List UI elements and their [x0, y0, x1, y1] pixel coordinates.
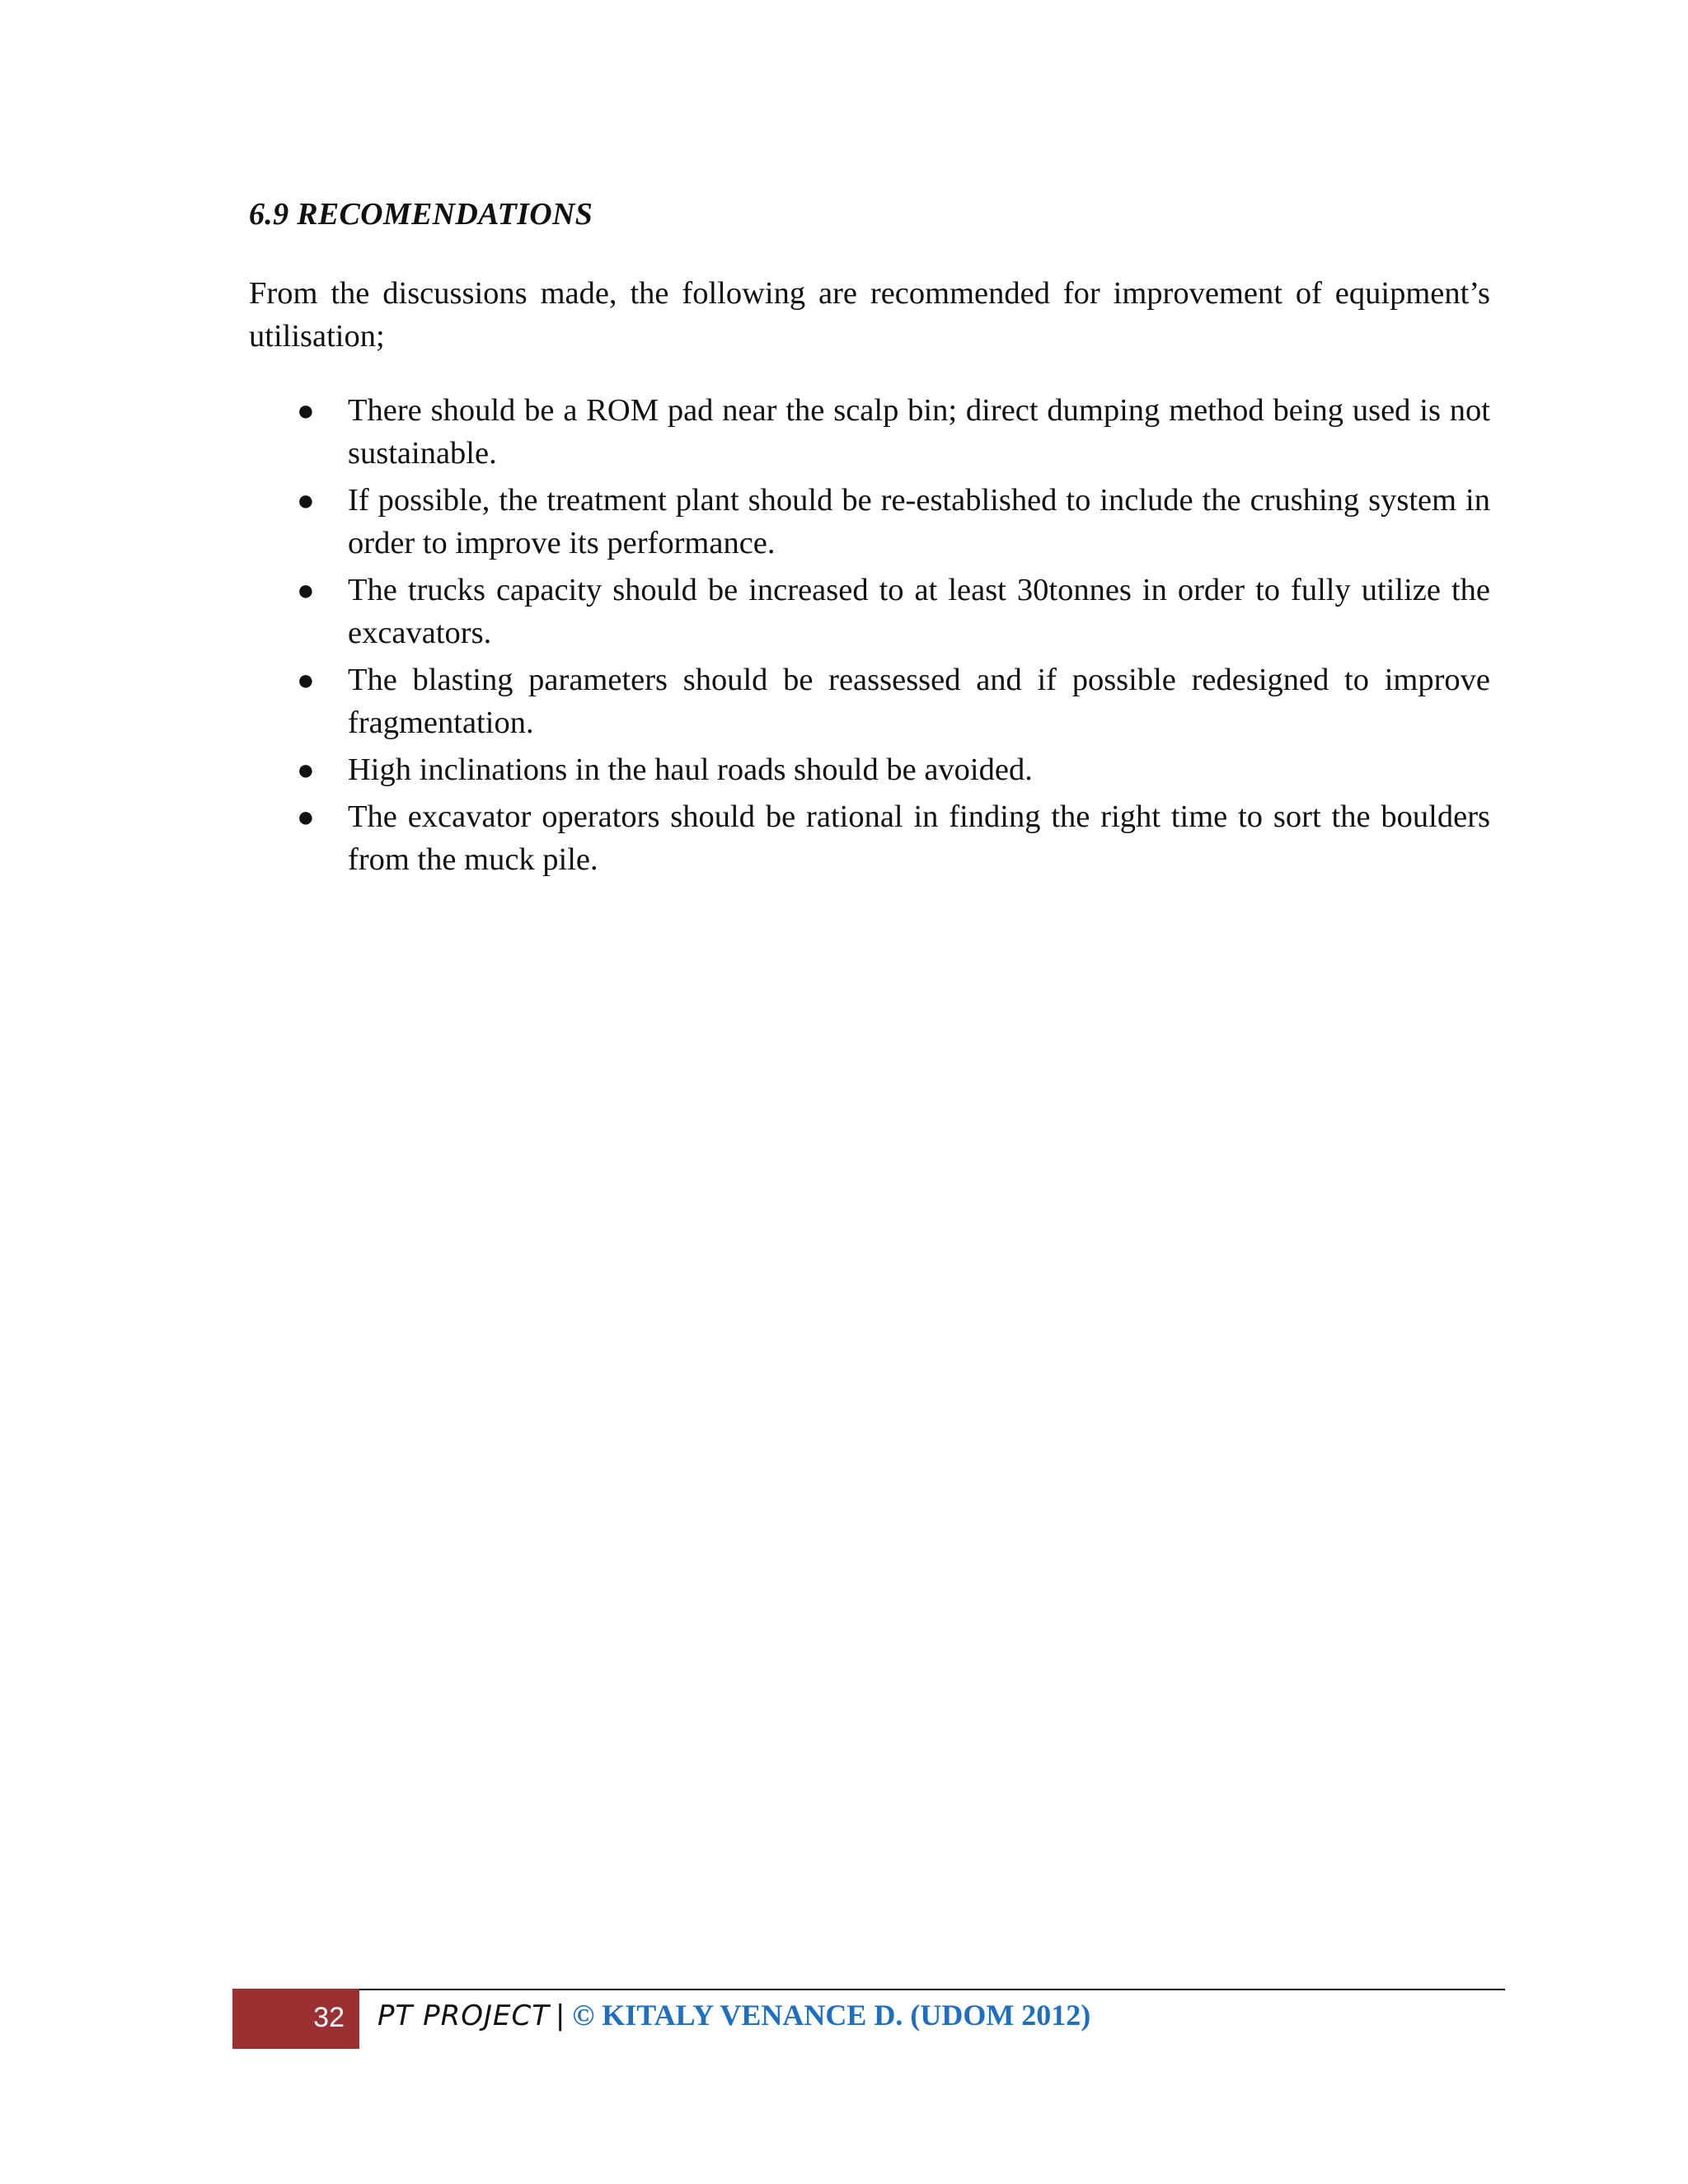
intro-paragraph: From the discussions made, the following are recommended for improvement of equipment’s utilisation;	[249, 276, 1490, 354]
bullet-icon: ●	[297, 663, 315, 696]
footer-separator: |	[556, 1998, 565, 2032]
bullet-icon: ●	[297, 800, 315, 833]
list-item-text: The trucks capacity should be increased to at least 30tonnes in order to fully utilize the excavators.	[348, 573, 1490, 650]
recommendations-list	[249, 389, 1490, 885]
list-item	[249, 569, 1490, 654]
bullet-icon: ●	[297, 574, 315, 607]
list-item-text: The blasting parameters should be reassessed and if possible redesigned to improve fragmentation.	[348, 663, 1490, 740]
page-number: 32	[313, 2002, 345, 2033]
footer-copyright: © KITALY VENANCE D. (UDOM 2012)	[572, 1999, 1091, 2032]
list-item	[249, 389, 1490, 475]
list-item	[249, 658, 1490, 744]
footer-divider	[359, 1989, 1505, 1990]
list-item-text: The excavator operators should be rational in finding the right time to sort the boulders from the muck pile.	[348, 799, 1490, 877]
list-item	[249, 479, 1490, 565]
section-heading: 6.9 RECOMENDATIONS	[249, 197, 593, 232]
list-item-text: If possible, the treatment plant should be re-established to include the crushing system in order to improve its performance.	[348, 483, 1490, 560]
bullet-icon: ●	[297, 484, 315, 517]
list-item-text: There should be a ROM pad near the scalp bin; direct dumping method being used is not sustainable.	[348, 393, 1490, 471]
bullet-icon: ●	[297, 394, 315, 427]
page-number-badge	[232, 1989, 359, 2049]
page-footer	[377, 1998, 1090, 2032]
list-item-text: High inclinations in the haul roads should be avoided.	[348, 752, 1033, 787]
footer-project-title: PT PROJECT	[377, 1999, 550, 2032]
list-item	[249, 748, 1490, 791]
bullet-icon: ●	[297, 753, 315, 786]
list-item	[249, 795, 1490, 881]
